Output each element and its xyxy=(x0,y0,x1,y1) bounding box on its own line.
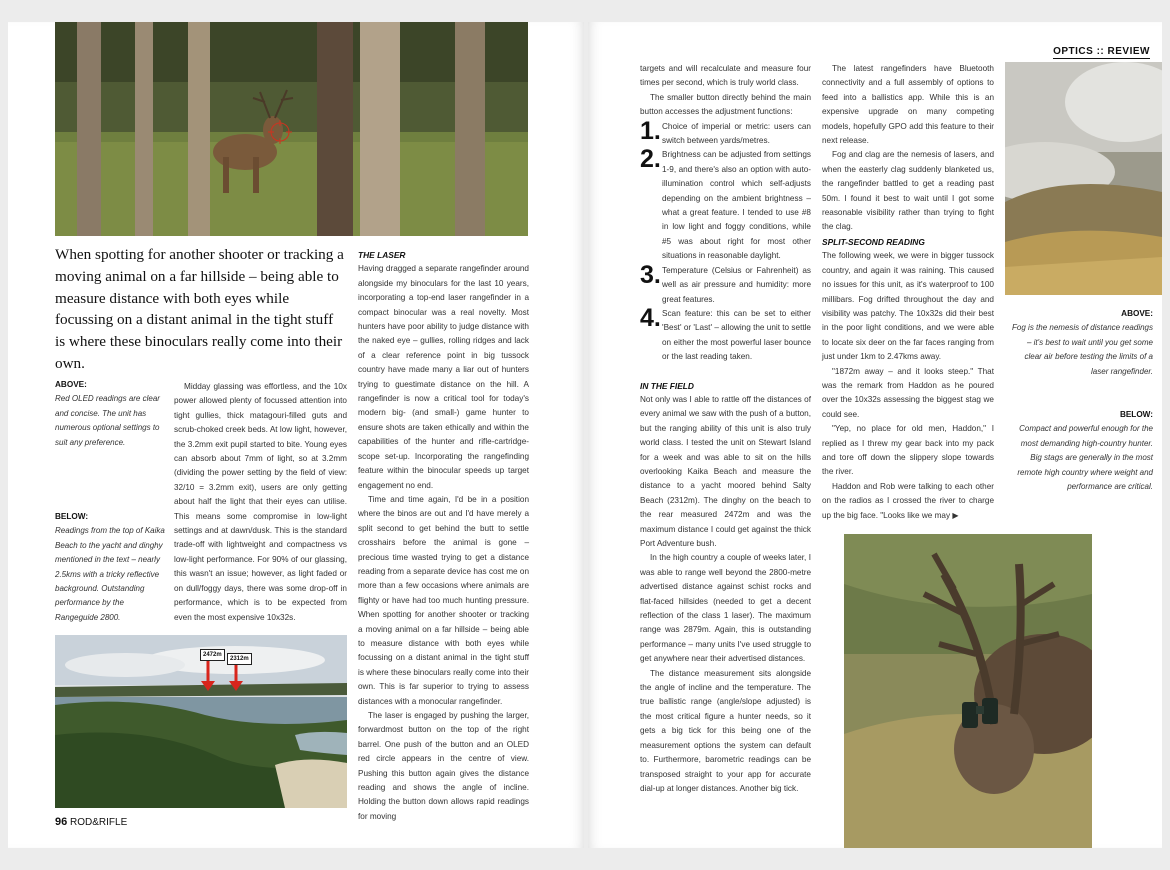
list-text: Scan feature: this can be set to either 'Best' or 'Last' – allowing the unit to settle on either the most powerful laser bounce or the last reading taken. xyxy=(662,308,811,362)
caption-text: Red OLED readings are clear and concise. The unit has numerous optional settings to suit any preference. xyxy=(55,394,160,447)
paragraph: Fog and clag are the nemesis of lasers, and when the easterly clag suddenly blanketed us, the rangefinder battled to get a reading past 50m. I found it best to wait until I got some reasonable visibility rather than trying to fight the clag. xyxy=(822,150,994,232)
list-number: 2. xyxy=(640,145,661,174)
paragraph: Midday glassing was effortless, and the 10x power allowed plenty of focussed attention into tight gullies, thick matagouri-filled guts and scrub-choked creek beds. At low light, however, the 3.2mm exit pupil started to bite. Young eyes can absorb about 7mm of light, so at 3.2mm (dividing the power setting by the field of view: 32/10 = 3.2mm exit), users are only getting about half the light that their eyes can utilise. This means some compromise in low-light settings and at dawn/dusk. This is the standard trade-off with lightweight and compactness vs low-light performance. For 90% of our glassing, this wasn't an issue; however, as light faded or on dull/foggy days, there was some drop-off in performance, which is to be expected from even the most expensive 10x32s. xyxy=(174,382,347,622)
list-number: 3. xyxy=(640,260,661,289)
caption-below-right xyxy=(1008,408,1153,494)
caption-text: Compact and powerful enough for the most demanding high-country hunter. Big stags are generally in the most remote high country where weight and performance are critical. xyxy=(1017,424,1153,492)
beach-photo xyxy=(55,635,347,808)
paragraph: The distance measurement sits alongside the angle of incline and the temperature. The true ballistic range (angle/slope adjusted) is the most critical figure a hunter needs, so it gets a big tick for this being one of the measurement options the system can default to. Furthermore, barometric readings can be transposed straight to your app for accurate dial-up at longer distances. Another big tick. xyxy=(640,668,811,793)
list-number: 1. xyxy=(640,116,661,145)
paragraph: "1872m away – and it looks steep." That was the remark from Haddon as he poured over the 10x32s assessing the biggest stag we could see. xyxy=(822,366,994,419)
right-page xyxy=(588,22,1162,848)
caption-text: Readings from the top of Kaika Beach to the yacht and dinghy mentioned in the text – nearly 2.5kms with a tricky reflective background. Outstanding performance by the Rangeguide 2800. xyxy=(55,526,165,622)
caption-head: ABOVE: xyxy=(1121,309,1153,318)
distance-label-b: 2312m xyxy=(227,653,252,665)
paragraph: In the high country a couple of weeks later, I was able to range well beyond the 2800-metre advertised distance against schist rocks and flat-faced hillsides (needed to get a decent reflection of the class 1 laser). The maximum range was 2879m. Again, this is outstanding performance – many units I've used struggle to get anywhere near their advertised distances. xyxy=(640,553,811,664)
paragraph: Haddon and Rob were talking to each other on the radios as I crossed the river to charge up the big face. "Looks like we may ▶ xyxy=(822,481,994,520)
section-header: OPTICS :: REVIEW xyxy=(1053,46,1150,57)
magazine-name: ROD&RIFLE xyxy=(70,817,128,828)
pull-quote: When spotting for another shooter or tracking a moving animal on a far hillside – being able to measure distance with both eyes while focussing on a distant animal in the tight stuff is where these binoculars really come into their own. xyxy=(55,246,344,372)
paragraph: The following week, we were in bigger tussock country, and again it was raining. This caused no issues for this unit, as it's waterproof to 100 millibars. Fog drifted throughout the day and visibility was patchy. The 10x32s did their best in the poor light conditions, and we were able to locate six deer on the far faces ranging from just under 1km to 2.47kms away. xyxy=(822,251,994,362)
paragraph: Not only was I able to rattle off the distances of every animal we saw with the push of a button, but the ranging ability of this unit is also truly world class. I tested the unit on Stewart Island for a week and was able to sit on the hills overlooking Kaika Beach and measure the distance to a yacht moored behind Salty Beach (2312m). The dinghy on the beach to the rear measured 2472m and was the maximum distance I could get against the thick Port Adventure bush. xyxy=(640,394,811,548)
stag-forest-photo xyxy=(55,22,528,236)
list-text: Brightness can be adjusted from settings 1-9, and there's also an option with auto-illumination control which self-adjusts depending on the ambient brightness – what a great feature. I tended to use #8 in low light and foggy conditions, while #5 was about right for most other situations in reasonable daylight. xyxy=(662,150,811,261)
paragraph: Having dragged a separate rangefinder around alongside my binoculars for the last 10 years, incorporating a top-end laser rangefinder in a compact binocular was a real novelty. Most hunters have poor ability to judge distance with the naked eye – gullies, rolling ridges and lack of a clear reference point in big tussock country have made many a liar out of hunters trying to guestimate distance on the hill. A rangefinder is now a critical tool for today's modern big- (and small-) game hunter to ensure shots are taken ethically and within the capabilities of the hunter and rifle-cartridge-scope set-up. Incorporating the rangefinding feature within the binocular speeds up target engagement no end. xyxy=(358,264,529,490)
left-page xyxy=(8,22,584,848)
section-heading: THE LASER xyxy=(358,250,406,260)
caption-above-right xyxy=(1008,307,1153,379)
list-item xyxy=(640,116,811,149)
caption-below-left xyxy=(55,510,167,625)
column-3 xyxy=(640,62,811,796)
list-item xyxy=(640,145,811,263)
section-heading: SPLIT-SECOND READING xyxy=(822,236,925,247)
paragraph: "Yep, no place for old men, Haddon," I replied as I threw my gear back into my pack and tore off down the slippery slope towards the river. xyxy=(822,424,994,477)
paragraph: The latest rangefinders have Bluetooth connectivity and a full assembly of options to feed into a ballistics app. While this is an expensive upgrade on many competing models, hopefully GPO add this feature to their next release. xyxy=(822,64,994,146)
caption-text: Fog is the nemesis of distance readings – it's best to wait until you get some clear air before testing the limits of a laser rangefinder. xyxy=(1012,323,1153,376)
folio-left xyxy=(55,816,127,828)
caption-head: ABOVE: xyxy=(55,380,87,389)
list-number: 4. xyxy=(640,303,661,332)
distance-label-a: 2472m xyxy=(200,649,225,661)
adjustment-list xyxy=(640,116,811,365)
list-item xyxy=(640,303,811,365)
stag-binoculars-photo xyxy=(844,534,1092,848)
column-1 xyxy=(174,380,347,625)
stag-forest-illustration xyxy=(55,22,528,236)
caption-above-left xyxy=(55,378,167,450)
page-number: 96 xyxy=(55,816,68,828)
list-text: Choice of imperial or metric: users can switch between yards/metres. xyxy=(662,121,811,146)
caption-head: BELOW: xyxy=(1119,410,1153,419)
list-item xyxy=(640,260,811,307)
list-text: Temperature (Celsius or Fahrenheit) as well as air pressure and humidity: more great features. xyxy=(662,265,811,304)
paragraph: targets and will recalculate and measure four times per second, which is truly world class. xyxy=(640,64,811,88)
section-heading: IN THE FIELD xyxy=(640,380,694,391)
column-2 xyxy=(358,248,529,824)
distance-arrows xyxy=(199,661,249,693)
paragraph: Time and time again, I'd be in a position where the binos are out and I'd have merely a split second to get behind the butt to settle crosshairs before the animal is gone – precious time wasted trying to get a distance reading from a separate device has cost me on more than a few occasions where animals are flighty or have had too much hunting pressure. When spotting for another shooter or tracking a moving animal on a far hillside – being able to measure distance with both eyes while focussing on a distant animal in the tight stuff is where these binoculars really come into their own. This is far superior to trying to assess distances with a monocular rangefinder. xyxy=(358,494,529,706)
paragraph: The laser is engaged by pushing the larger, forwardmost button on the top of the right barrel. One push of the button and an OLED red circle appears in the centre of view. Pushing this button again gives the distance reading and shows the angle of incline. Holding the button down allows rapid readings for moving xyxy=(358,711,529,821)
paragraph: The smaller button directly behind the main button accesses the adjustment functions: xyxy=(640,92,811,117)
fog-hills-photo xyxy=(1005,62,1162,295)
stag-binoculars-illustration xyxy=(844,534,1092,848)
column-4 xyxy=(822,62,994,523)
caption-head: BELOW: xyxy=(55,512,89,521)
fog-hills-illustration xyxy=(1005,62,1162,295)
